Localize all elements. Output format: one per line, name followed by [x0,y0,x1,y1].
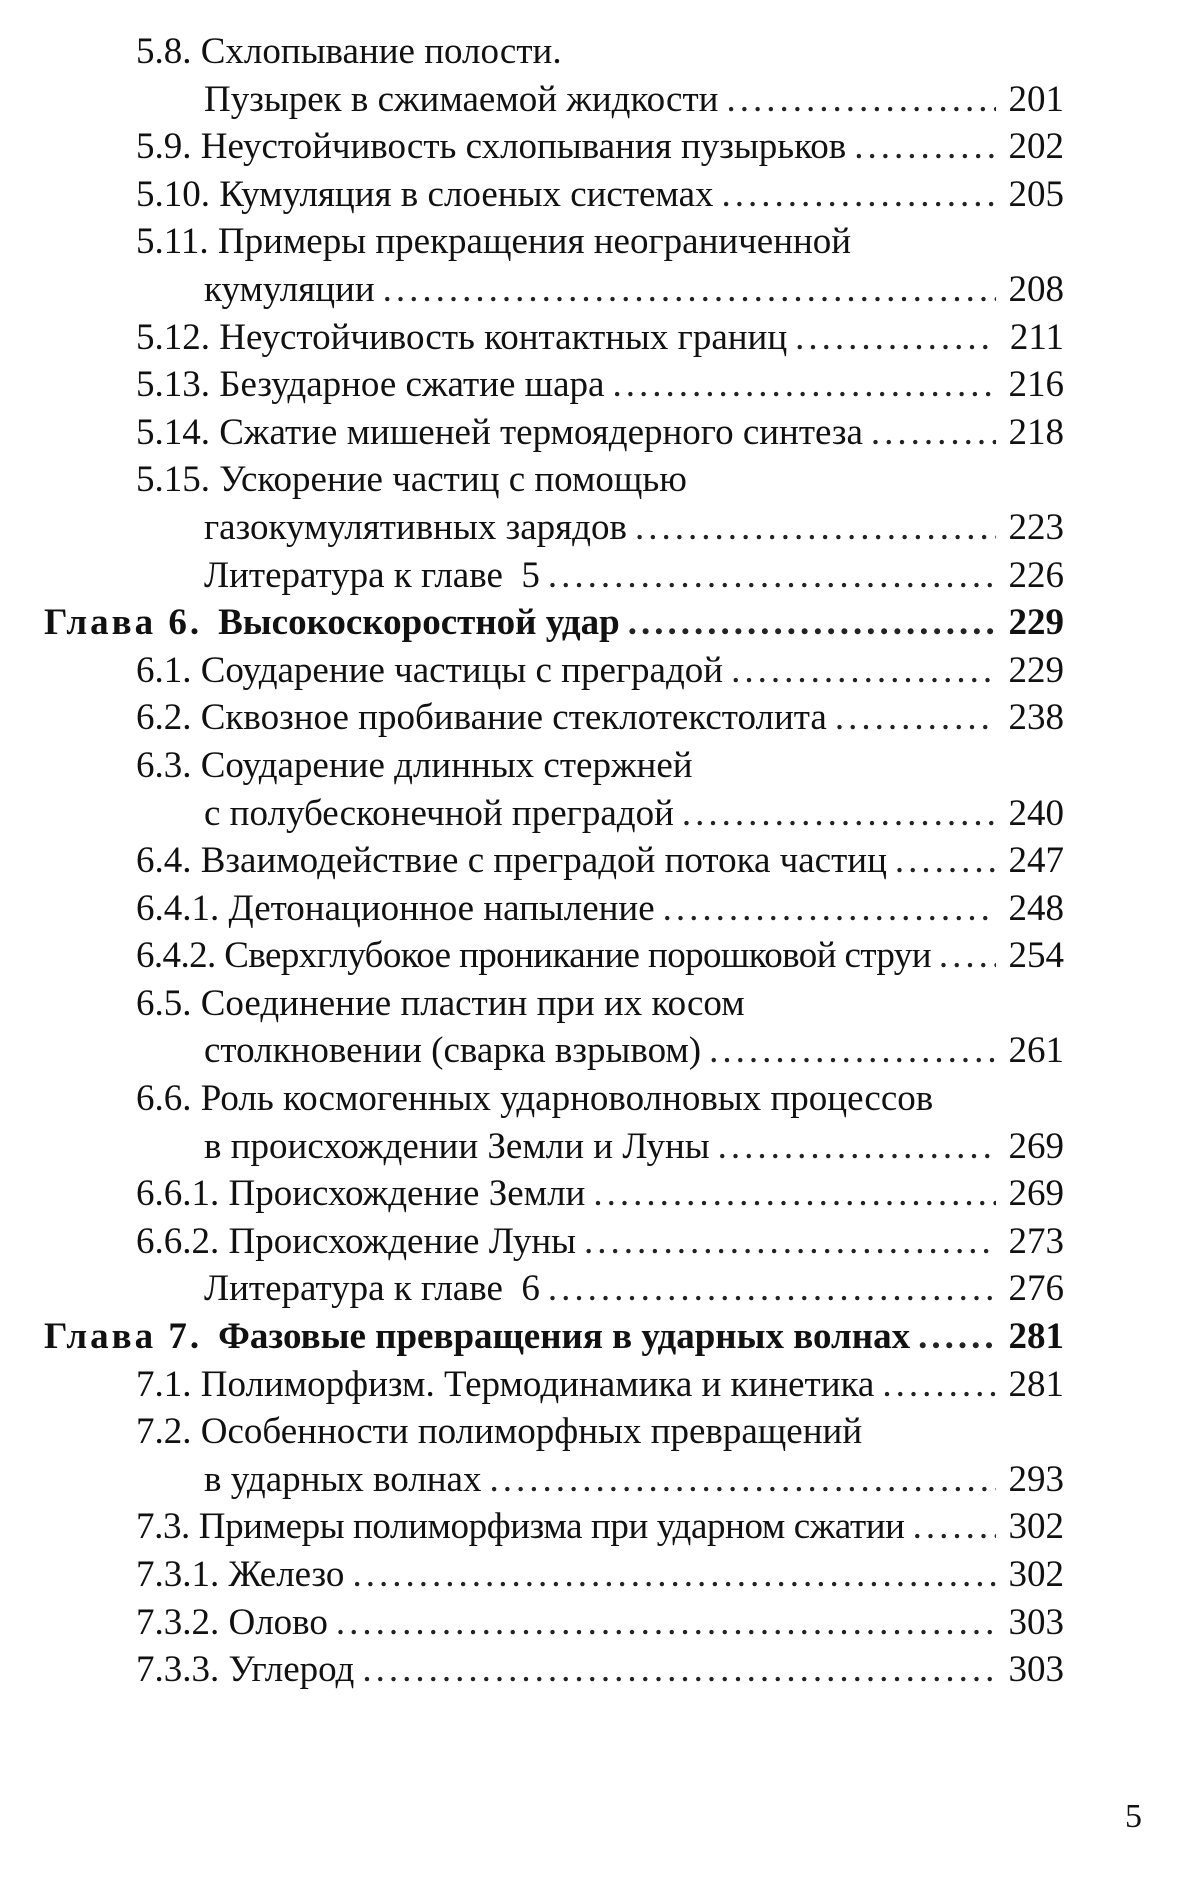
toc-entry [44,1075,1064,1123]
dot-leader [918,1313,996,1361]
toc-entry [44,980,1064,1028]
toc-entry [44,1123,1064,1171]
page-number: 5 [1125,1798,1142,1835]
toc-entry [44,1361,1064,1409]
toc-page-number: 240 [1008,792,1064,834]
toc-entry [44,171,1064,219]
toc-page-number: 248 [1008,887,1064,929]
toc-page-number: 238 [1008,697,1064,739]
toc-page-number: 281 [1008,1363,1064,1405]
dot-leader [726,76,996,124]
toc-entry-title: 5.11. Примеры прекращения неограниченной [136,221,852,263]
dot-leader [628,599,996,647]
toc-page-number: 201 [1008,78,1064,120]
toc-page-number: 218 [1008,411,1064,453]
toc-entry-title: с полубесконечной преградой [204,792,674,834]
toc-entry [44,694,1064,742]
toc-entry-title: 5.14. Сжатие мишеней термоядерного синтеза [136,411,863,453]
toc-page-number: 273 [1008,1220,1064,1262]
toc-entry [44,1218,1064,1266]
toc-entry-title: 6.6.2. Происхождение Луны [136,1220,577,1262]
toc-page-number: 281 [1008,1316,1064,1358]
dot-leader [731,647,996,695]
toc-page-number: 269 [1008,1173,1064,1215]
toc-entry-title: Пузырек в сжимаемой жидкости [204,78,719,120]
toc-page-number: 276 [1008,1268,1064,1310]
chapter-title: Фазовые превращения в ударных волнах [218,1316,911,1358]
toc-entry-title: 6.4.1. Детонационное напыление [136,887,655,929]
dot-leader [489,1456,996,1504]
toc-entry-title: Литература к главе 6 [204,1268,540,1310]
toc-entry-title: 7.3.1. Железо [136,1554,345,1595]
toc-entry [44,837,1064,885]
toc-page-number: 208 [1008,268,1064,310]
toc-page-number: 303 [1008,1649,1064,1691]
dot-leader [854,123,996,171]
dot-leader [882,1361,996,1409]
toc-page-number: 229 [1008,602,1064,644]
toc-page-number: 216 [1008,364,1064,406]
toc-entry-title: в происхождении Земли и Луны [204,1125,710,1167]
toc-chapter-entry [44,1313,1064,1361]
dot-leader [913,1503,996,1551]
table-of-contents [44,28,1064,1694]
toc-entry [44,742,1064,790]
dot-leader [612,361,996,409]
dot-leader [709,1027,996,1075]
toc-page-number: 302 [1008,1506,1064,1548]
dot-leader [362,1646,996,1694]
chapter-label: Глава 6. [44,602,203,644]
toc-entry [44,1456,1064,1504]
toc-entry-title: 6.4.2. Сверхглубокое проникание порошковой струи [136,935,931,977]
dot-leader [635,504,996,552]
toc-entry-title: 6.2. Сквозное пробивание стеклотекстолита [136,697,827,739]
toc-entry-title: кумуляции [204,268,375,310]
toc-entry [44,885,1064,933]
toc-entry-title: 7.2. Особенности полиморфных превращений [136,1411,863,1453]
toc-page-number: 226 [1008,554,1064,596]
toc-entry [44,28,1064,76]
toc-entry-title: 5.15. Ускорение частиц с помощью [136,459,687,501]
toc-entry [44,314,1064,362]
toc-entry [44,1170,1064,1218]
toc-entry [44,456,1064,504]
toc-page-number: 202 [1008,126,1064,168]
toc-chapter-entry [44,599,1064,647]
toc-page-number: 261 [1008,1030,1064,1072]
toc-entry-title: в ударных волнах [204,1458,482,1500]
dot-leader [722,171,996,219]
toc-entry [44,76,1064,124]
toc-entry [44,361,1064,409]
toc-entry-title: 6.3. Соударение длинных стержней [136,744,693,786]
toc-entry-title: 5.9. Неустойчивость схлопывания пузырьков [136,126,847,168]
dot-leader [939,932,996,980]
toc-entry [44,1503,1064,1551]
toc-entry [44,932,1064,980]
dot-leader [835,694,996,742]
chapter-label: Глава 7. [44,1316,203,1358]
toc-page-number: 302 [1008,1554,1064,1595]
toc-entry-title: 5.12. Неустойчивость контактных границ [136,316,788,358]
toc-entry [44,218,1064,266]
dot-leader [548,1265,996,1313]
dot-leader [584,1218,996,1266]
toc-page-number: 303 [1008,1601,1064,1643]
toc-entry-title: Литература к главе 5 [204,554,540,596]
toc-page-number: 205 [1008,173,1064,215]
toc-entry [44,552,1064,600]
dot-leader [682,790,996,838]
toc-entry [44,1408,1064,1456]
toc-page-number: 293 [1008,1458,1064,1500]
dot-leader [593,1170,996,1218]
dot-leader [718,1123,996,1171]
toc-page-number: 223 [1008,506,1064,548]
toc-entry-title: 5.8. Схлопывание полости. [136,31,562,72]
toc-entry [44,266,1064,314]
toc-page-number: 254 [1008,935,1064,977]
toc-entry [44,647,1064,695]
toc-entry-title: 6.6. Роль космогенных ударноволновых процессов [136,1078,934,1120]
toc-entry-title: 6.1. Соударение частицы с преградой [136,649,724,691]
toc-entry [44,1599,1064,1647]
toc-entry-title: 6.4. Взаимодействие с преградой потока частиц [136,840,887,882]
toc-page-number: 211 [1009,316,1064,358]
dot-leader [352,1551,996,1599]
toc-page-number: 247 [1008,840,1064,882]
toc-entry [44,409,1064,457]
dot-leader [548,552,996,600]
toc-entry-title: 7.3.3. Углерод [136,1649,355,1691]
toc-entry [44,1027,1064,1075]
toc-entry [44,1265,1064,1313]
toc-entry-title: 7.3.2. Олово [136,1601,328,1643]
dot-leader [383,266,996,314]
toc-entry-title: 5.10. Кумуляция в слоеных системах [136,173,714,215]
toc-page-number: 269 [1008,1125,1064,1167]
toc-entry [44,123,1064,171]
toc-page-number: 229 [1008,649,1064,691]
toc-entry [44,1646,1064,1694]
toc-entry [44,790,1064,838]
toc-entry-title: столкновении (сварка взрывом) [204,1030,702,1072]
dot-leader [795,314,996,362]
toc-entry [44,504,1064,552]
toc-entry-title: газокумулятивных зарядов [204,506,627,548]
dot-leader [871,409,996,457]
toc-entry-title: 7.1. Полиморфизм. Термодинамика и кинетика [136,1363,875,1405]
chapter-title: Высокоскоростной удар [218,602,620,644]
dot-leader [336,1599,996,1647]
dot-leader [895,837,996,885]
toc-entry-title: 6.6.1. Происхождение Земли [136,1173,586,1215]
toc-entry [44,1551,1064,1599]
toc-entry-title: 7.3. Примеры полиморфизма при ударном сжатии [136,1506,905,1548]
toc-entry-title: 6.5. Соединение пластин при их косом [136,982,745,1024]
dot-leader [663,885,996,933]
toc-entry-title: 5.13. Безударное сжатие шара [136,364,605,406]
